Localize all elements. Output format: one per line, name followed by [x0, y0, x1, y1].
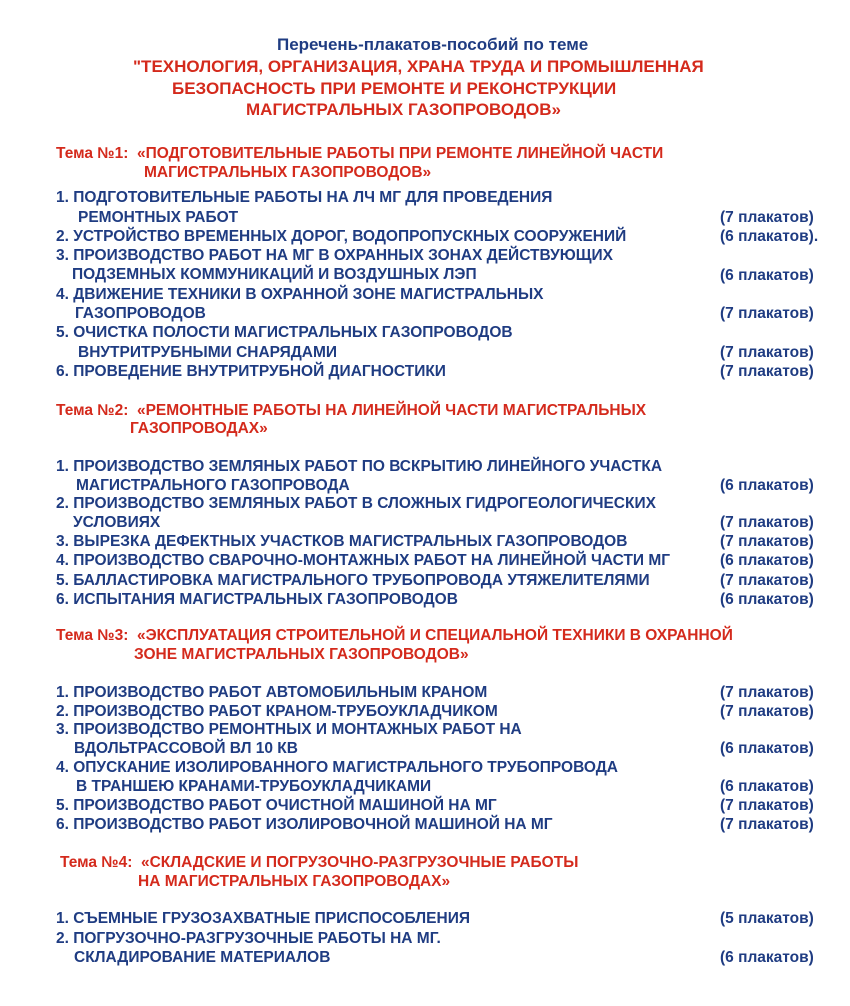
theme-1-title: Тема №1: «ПОДГОТОВИТЕЛЬНЫЕ РАБОТЫ ПРИ РЕМОНТЕ ЛИНЕЙНОЙ ЧАСТИ	[56, 145, 664, 162]
theme-3-item-2-count: (7 плакатов)	[720, 703, 814, 720]
theme-2-item-1-count: (6 плакатов)	[720, 477, 814, 494]
theme-1-item-6-count: (7 плакатов)	[720, 363, 814, 380]
theme-2-item-3-count: (7 плакатов)	[720, 533, 814, 550]
theme-2-item-2-count: (7 плакатов)	[720, 514, 814, 531]
header-line-1: Перечень-плакатов-пособий по теме	[277, 35, 589, 54]
theme-1-item-4-cont: ГАЗОПРОВОДОВ	[75, 305, 206, 322]
theme-1-item-2-count: (6 плакатов).	[720, 228, 819, 245]
theme-2-item-1: 1. ПРОИЗВОДСТВО ЗЕМЛЯНЫХ РАБОТ ПО ВСКРЫТИЮ ЛИНЕЙНОГО УЧАСТКА	[56, 458, 663, 475]
theme-1-item-1: 1. ПОДГОТОВИТЕЛЬНЫЕ РАБОТЫ НА ЛЧ МГ ДЛЯ ПРОВЕДЕНИЯ	[56, 189, 553, 206]
theme-1-item-4: 4. ДВИЖЕНИЕ ТЕХНИКИ В ОХРАННОЙ ЗОНЕ МАГИСТРАЛЬНЫХ	[56, 286, 544, 303]
theme-4-title-cont: НА МАГИСТРАЛЬНЫХ ГАЗОПРОВОДАХ»	[138, 873, 451, 890]
theme-2-item-1-cont: МАГИСТРАЛЬНОГО ГАЗОПРОВОДА	[76, 477, 350, 494]
theme-3-item-5-count: (7 плакатов)	[720, 797, 814, 814]
theme-1-item-5-count: (7 плакатов)	[720, 344, 814, 361]
header-line-2: "ТЕХНОЛОГИЯ, ОРГАНИЗАЦИЯ, ХРАНА ТРУДА И ПРОМЫШЛЕННАЯ	[133, 57, 704, 76]
theme-3-item-3: 3. ПРОИЗВОДСТВО РЕМОНТНЫХ И МОНТАЖНЫХ РАБОТ НА	[56, 721, 522, 738]
theme-2-title-cont: ГАЗОПРОВОДАХ»	[130, 420, 268, 437]
theme-3-item-2: 2. ПРОИЗВОДСТВО РАБОТ КРАНОМ-ТРУБОУКЛАДЧИКОМ	[56, 703, 498, 720]
theme-3-item-5: 5. ПРОИЗВОДСТВО РАБОТ ОЧИСТНОЙ МАШИНОЙ НА МГ	[56, 797, 497, 814]
theme-3-item-1-count: (7 плакатов)	[720, 684, 814, 701]
theme-4-item-1: 1. СЪЕМНЫЕ ГРУЗОЗАХВАТНЫЕ ПРИСПОСОБЛЕНИЯ	[56, 910, 470, 927]
theme-2-item-5-count: (7 плакатов)	[720, 572, 814, 589]
theme-2-item-5: 5. БАЛЛАСТИРОВКА МАГИСТРАЛЬНОГО ТРУБОПРОВОДА УТЯЖЕЛИТЕЛЯМИ	[56, 572, 650, 589]
theme-1-item-3-count: (6 плакатов)	[720, 267, 814, 284]
theme-3-item-3-cont: ВДОЛЬТРАССОВОЙ ВЛ 10 КВ	[74, 740, 298, 757]
theme-3-item-4-cont: В ТРАНШЕЮ КРАНАМИ-ТРУБОУКЛАДЧИКАМИ	[76, 778, 432, 795]
theme-3-title: Тема №3: «ЭКСПЛУАТАЦИЯ СТРОИТЕЛЬНОЙ И СПЕЦИАЛЬНОЙ ТЕХНИКИ В ОХРАННОЙ	[56, 627, 733, 644]
theme-3-item-6: 6. ПРОИЗВОДСТВО РАБОТ ИЗОЛИРОВОЧНОЙ МАШИНОЙ НА МГ	[56, 816, 553, 833]
theme-2-item-6-count: (6 плакатов)	[720, 591, 814, 608]
theme-2-item-6: 6. ИСПЫТАНИЯ МАГИСТРАЛЬНЫХ ГАЗОПРОВОДОВ	[56, 591, 458, 608]
theme-1-item-3: 3. ПРОИЗВОДСТВО РАБОТ НА МГ В ОХРАННЫХ ЗОНАХ ДЕЙСТВУЮЩИХ	[56, 247, 613, 264]
theme-4-item-2-cont: СКЛАДИРОВАНИЕ МАТЕРИАЛОВ	[74, 949, 331, 966]
theme-4-item-2-count: (6 плакатов)	[720, 949, 814, 966]
theme-1-item-1-count: (7 плакатов)	[720, 209, 814, 226]
theme-3-item-6-count: (7 плакатов)	[720, 816, 814, 833]
theme-3-item-3-count: (6 плакатов)	[720, 740, 814, 757]
theme-3-item-4-count: (6 плакатов)	[720, 778, 814, 795]
theme-3-item-1: 1. ПРОИЗВОДСТВО РАБОТ АВТОМОБИЛЬНЫМ КРАНОМ	[56, 684, 488, 701]
theme-1-item-5: 5. ОЧИСТКА ПОЛОСТИ МАГИСТРАЛЬНЫХ ГАЗОПРОВОДОВ	[56, 324, 513, 341]
theme-4-item-1-count: (5 плакатов)	[720, 910, 814, 927]
theme-4-item-2: 2. ПОГРУЗОЧНО-РАЗГРУЗОЧНЫЕ РАБОТЫ НА МГ.	[56, 930, 441, 947]
theme-2-item-4: 4. ПРОИЗВОДСТВО СВАРОЧНО-МОНТАЖНЫХ РАБОТ НА ЛИНЕЙНОЙ ЧАСТИ МГ	[56, 552, 671, 569]
theme-4-title: Тема №4: «СКЛАДСКИЕ И ПОГРУЗОЧНО-РАЗГРУЗОЧНЫЕ РАБОТЫ	[60, 854, 579, 871]
theme-2-item-4-count: (6 плакатов)	[720, 552, 814, 569]
theme-1-item-3-cont: ПОДЗЕМНЫХ КОММУНИКАЦИЙ И ВОЗДУШНЫХ ЛЭП	[72, 266, 477, 283]
theme-3-title-cont: ЗОНЕ МАГИСТРАЛЬНЫХ ГАЗОПРОВОДОВ»	[134, 646, 469, 663]
header-line-4: МАГИСТРАЛЬНЫХ ГАЗОПРОВОДОВ»	[246, 100, 561, 119]
theme-1-item-1-cont: РЕМОНТНЫХ РАБОТ	[78, 209, 239, 226]
theme-1-item-2: 2. УСТРОЙСТВО ВРЕМЕННЫХ ДОРОГ, ВОДОПРОПУСКНЫХ СООРУЖЕНИЙ	[56, 228, 627, 245]
theme-2-item-3: 3. ВЫРЕЗКА ДЕФЕКТНЫХ УЧАСТКОВ МАГИСТРАЛЬНЫХ ГАЗОПРОВОДОВ	[56, 533, 628, 550]
theme-2-item-2-cont: УСЛОВИЯХ	[73, 514, 161, 531]
header-line-3: БЕЗОПАСНОСТЬ ПРИ РЕМОНТЕ И РЕКОНСТРУКЦИИ	[172, 79, 617, 98]
theme-2-title: Тема №2: «РЕМОНТНЫЕ РАБОТЫ НА ЛИНЕЙНОЙ ЧАСТИ МАГИСТРАЛЬНЫХ	[56, 402, 647, 419]
theme-1-item-5-cont: ВНУТРИТРУБНЫМИ СНАРЯДАМИ	[78, 344, 338, 361]
theme-1-item-4-count: (7 плакатов)	[720, 305, 814, 322]
theme-2-item-2: 2. ПРОИЗВОДСТВО ЗЕМЛЯНЫХ РАБОТ В СЛОЖНЫХ ГИДРОГЕОЛОГИЧЕСКИХ	[56, 495, 656, 512]
theme-1-item-6: 6. ПРОВЕДЕНИЕ ВНУТРИТРУБНОЙ ДИАГНОСТИКИ	[56, 363, 446, 380]
theme-3-item-4: 4. ОПУСКАНИЕ ИЗОЛИРОВАННОГО МАГИСТРАЛЬНОГО ТРУБОПРОВОДА	[56, 759, 618, 776]
theme-1-title-cont: МАГИСТРАЛЬНЫХ ГАЗОПРОВОДОВ»	[144, 164, 432, 181]
